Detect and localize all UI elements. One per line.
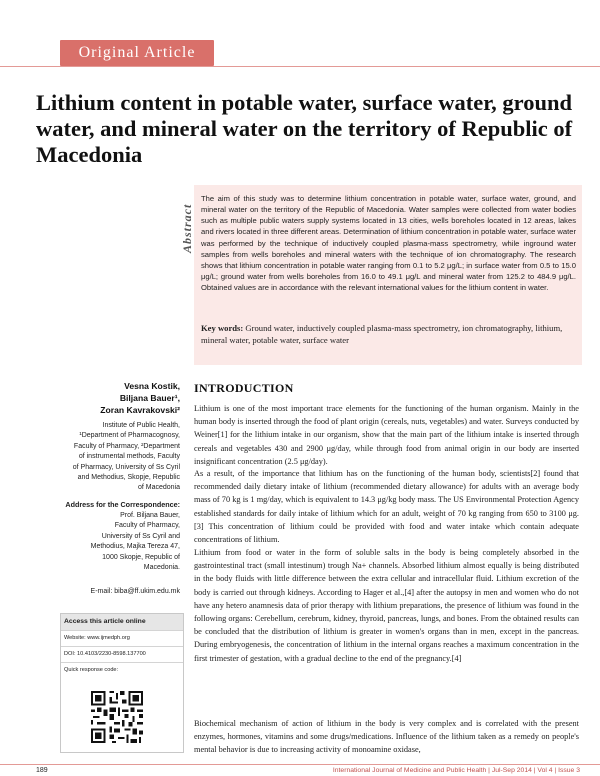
intro-paragraph-2: As a result, of the importance that lithium has on the functioning of the human body, scientists[2] found that recommended daily dietary intake of lithium (recommended dietary allowance) for adults with an average body mass of 70 kg is 1 mg/day, which is equivalent to 14.3 μg/kg body mass. The US Environmental Protection Agency established standards for daily intake of lithium which for an adult, weight of 70 kg ranging from 650 to 3100 μg.[3] This concentration of lithium could be provided with food and water intake which contain adequate concentrations of lithium. xyxy=(194,469,579,545)
correspondence-address xyxy=(60,511,180,573)
footer-rule xyxy=(0,764,600,765)
address-line: Methodius, Majka Tereza 47, xyxy=(90,543,180,551)
author-list xyxy=(60,380,180,416)
keywords xyxy=(201,322,576,346)
affiliation-line: of Pharmacy, University of Ss Cyril xyxy=(72,463,180,471)
intro-paragraph-1: Lithium is one of the most important trace elements for the functioning of the human organism. Mainly in the human body is inserted through the food of plant origin (cereals, nuts, vegetables) and water. Surveys conducted by Weiner[1] for the lithium intake in our organism, show that the main part of the lithium intake is inserted through cereals and vegetables 430 and 2900 μg/day, while through food from animal origin in our body are inserted insignificant concentration (2.5 μg/day). xyxy=(194,404,579,466)
qr-label: Quick response code: xyxy=(61,662,183,678)
author-name: Biljana Bauer¹, xyxy=(119,393,180,403)
address-line: Faculty of Pharmacy, xyxy=(114,522,180,530)
correspondence-email[interactable]: E-mail: biba@ff.ukim.edu.mk xyxy=(90,588,180,595)
address-line: Macedonia. xyxy=(143,564,180,572)
journal-footer: International Journal of Medicine and Public Health | Jul-Sep 2014 | Vol 4 | Issue 3 xyxy=(332,767,580,774)
abstract-label-container xyxy=(180,198,194,278)
keywords-label: Key words: xyxy=(201,323,244,333)
address-line: Prof. Biljana Bauer, xyxy=(120,512,180,519)
introduction-heading: INTRODUCTION xyxy=(194,381,294,395)
affiliation-line: and Methodius, Skopje, Republic xyxy=(77,474,180,482)
affiliations xyxy=(60,421,180,494)
access-box-heading: Access this article online xyxy=(61,614,183,630)
header-rule xyxy=(0,66,600,67)
correspondence-heading: Address for the Correspondence: xyxy=(65,500,180,509)
article-type-tag: Original Article xyxy=(60,40,214,66)
abstract-text: The aim of this study was to determine lithium concentration in potable water, surface water, ground, and mineral water on the territory of the Republic of Macedonia. Water samples were collected from water bodies such as multiple public waters supply systems located in 13 cities, wells boreholes located in 12 areas, lakes and rivers located in three different areas. Determination of lithium concentration in potable water, surface water was performed by the technique of inductively coupled plasma-mass spectrometry, while inground water samples from wells boreholes and mineral waters with the technique of ion chromatography. The research shows that lithium concentration in potable water ranging from 0.1 to 5.2 μg/L; in surface water from 0.5 to 15.0 μg/L; ground water from wells boreholes from 16.0 to 49.1 μg/L and mineral water from 125.2 to 484.9 μg/L. Obtained values are in accordance with the relevant international values for the lithium content in water. xyxy=(201,194,576,293)
affiliation-line: ¹Department of Pharmacognosy, xyxy=(79,432,180,440)
keywords-list: Ground water, inductively coupled plasma-mass spectrometry, ion chromatography, lithium, mineral water, potable water, surface water xyxy=(201,323,563,345)
author-name: Vesna Kostik, xyxy=(124,381,180,391)
author-name: Zoran Kavrakovski² xyxy=(100,405,180,415)
affiliation-line: Institute of Public Health, xyxy=(102,422,180,429)
article-title: Lithium content in potable water, surface water, ground water, and mineral water on the territory of Republic of Macedonia xyxy=(36,90,573,167)
qr-code-icon[interactable] xyxy=(91,691,143,743)
access-online-box xyxy=(60,613,184,753)
address-line: University of Ss Cyril and xyxy=(101,532,180,540)
website-link[interactable]: Website: www.ijmedph.org xyxy=(61,630,183,646)
address-line: 1000 Skopje, Republic of xyxy=(102,553,180,561)
intro-paragraph-4: Biochemical mechanism of action of lithium in the body is very complex and is correlated with the present enzymes, hormones, vitamins and some drugs/medications. Influence of the lithium taken as a remedy on people's mental behavior is due to increasing activity of monoamine oxidase, xyxy=(194,719,579,755)
page-number: 189 xyxy=(36,767,48,774)
affiliation-line: of instrumental methods, Faculty xyxy=(78,453,180,461)
affiliation-line: of Macedonia xyxy=(137,484,180,492)
doi-link[interactable]: DOI: 10.4103/2230-8598.137700 xyxy=(61,646,183,662)
affiliation-line: Faculty of Pharmacy, ²Department xyxy=(73,442,180,450)
intro-paragraph-3: Lithium from food or water in the form of soluble salts in the body is being completely absorbed in the gastrointestinal tract (small intestinum) trough Na+ channels. Absorbed lithium almost equally is being distributed in the body fluids with little difference between the extra cellular and intracellular fluid. Lithium excretion of the body is carried out through kidneys. According to Hager et al.,[4] after the autopsy in men and women who do not have any hetero anamnesis data of prior therapy with lithium preparations, the presence of lithium was found in the following organs: Cerebellum, cerebrum, kidney, thyroid, pancreas, lungs, and bones. From the obtained results can be concluded that the distribution of lithium is greater in women's organs than in men, except in the pancreas. During embryogenesis, the concentration of lithium in the internal organs reaches a maximum concentration in the first trimester of gestation, with a gradual decline to the end of the pregnancy.[4] xyxy=(194,548,579,663)
abstract-label: Abstract xyxy=(180,203,194,253)
